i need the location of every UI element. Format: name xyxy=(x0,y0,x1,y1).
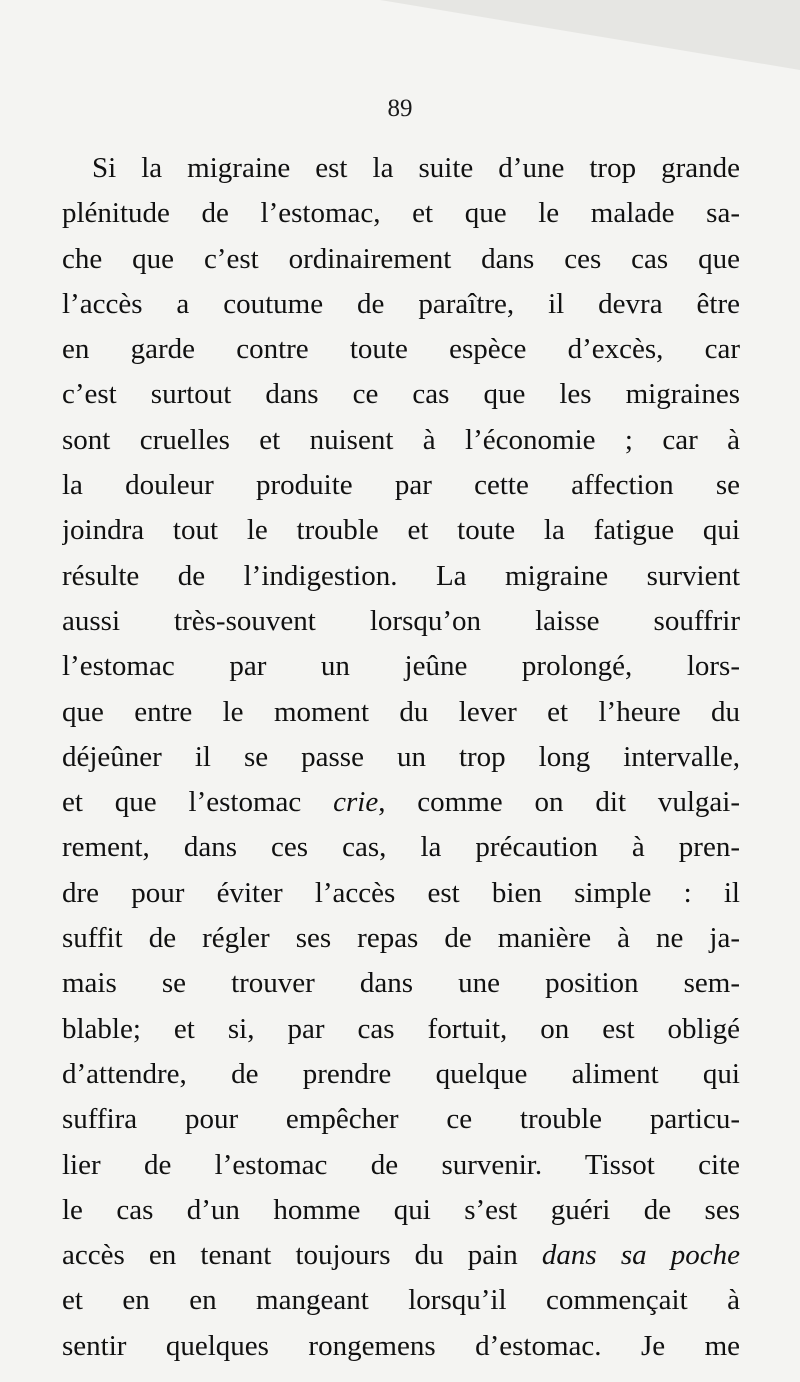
text-line: aussi très-souvent lorsqu’on laisse souffrir xyxy=(62,604,740,637)
text-line: plénitude de l’estomac, et que le malade sa- xyxy=(62,197,740,230)
text-line: sont cruelles et nuisent à l’économie ; car à xyxy=(62,423,740,456)
text-line: Si la migraine est la suite d’une trop grande xyxy=(92,152,740,184)
text-line: l’estomac par un jeûne prolongé, lors- xyxy=(62,650,740,683)
body-text xyxy=(62,146,740,1369)
italic-word: crie xyxy=(333,786,379,819)
text-line: déjeûner il se passe un trop long intervalle, xyxy=(62,740,740,773)
text-line: et en en mangeant lorsqu’il commençait à xyxy=(62,1284,740,1317)
text-line: sentir quelques rongemens d’estomac. Je me xyxy=(62,1329,740,1362)
text-line: blable; et si, par cas fortuit, on est obligé xyxy=(62,1012,740,1045)
text-segment: , comme on dit vulgai- xyxy=(378,786,740,819)
text-line: mais se trouver dans une position sem- xyxy=(62,967,740,1000)
text-line: lier de l’estomac de survenir. Tissot cite xyxy=(62,1148,740,1181)
text-line: c’est surtout dans ce cas que les migraines xyxy=(62,378,740,411)
text-segment: accès en tenant toujours du pain xyxy=(62,1239,518,1272)
text-line: d’attendre, de prendre quelque aliment qui xyxy=(62,1057,740,1090)
page-fold-shadow xyxy=(380,0,800,70)
text-segment: et que l’estomac xyxy=(62,786,302,819)
page-number: 89 xyxy=(387,95,413,122)
text-line: dre pour éviter l’accès est bien simple : il xyxy=(62,876,740,909)
italic-phrase: dans sa poche xyxy=(541,1239,740,1272)
text-line: résulte de l’indigestion. La migraine survient xyxy=(62,559,740,592)
text-line: le cas d’un homme qui s’est guéri de ses xyxy=(62,1193,740,1226)
text-line: suffira pour empêcher ce trouble particu- xyxy=(62,1103,740,1136)
text-line: joindra tout le trouble et toute la fatigue qui xyxy=(62,514,740,547)
text-line: l’accès a coutume de paraître, il devra être xyxy=(62,287,740,320)
text-line: che que c’est ordinairement dans ces cas que xyxy=(62,242,740,275)
text-line: en garde contre toute espèce d’excès, car xyxy=(62,333,740,366)
text-line-with-italic xyxy=(62,1233,740,1278)
text-line: que entre le moment du lever et l’heure du xyxy=(62,695,740,728)
text-line: suffit de régler ses repas de manière à ne ja- xyxy=(62,922,740,955)
text-line: rement, dans ces cas, la précaution à pren- xyxy=(62,831,740,864)
text-line-with-italic xyxy=(62,780,740,825)
text-line: la douleur produite par cette affection se xyxy=(62,469,740,502)
